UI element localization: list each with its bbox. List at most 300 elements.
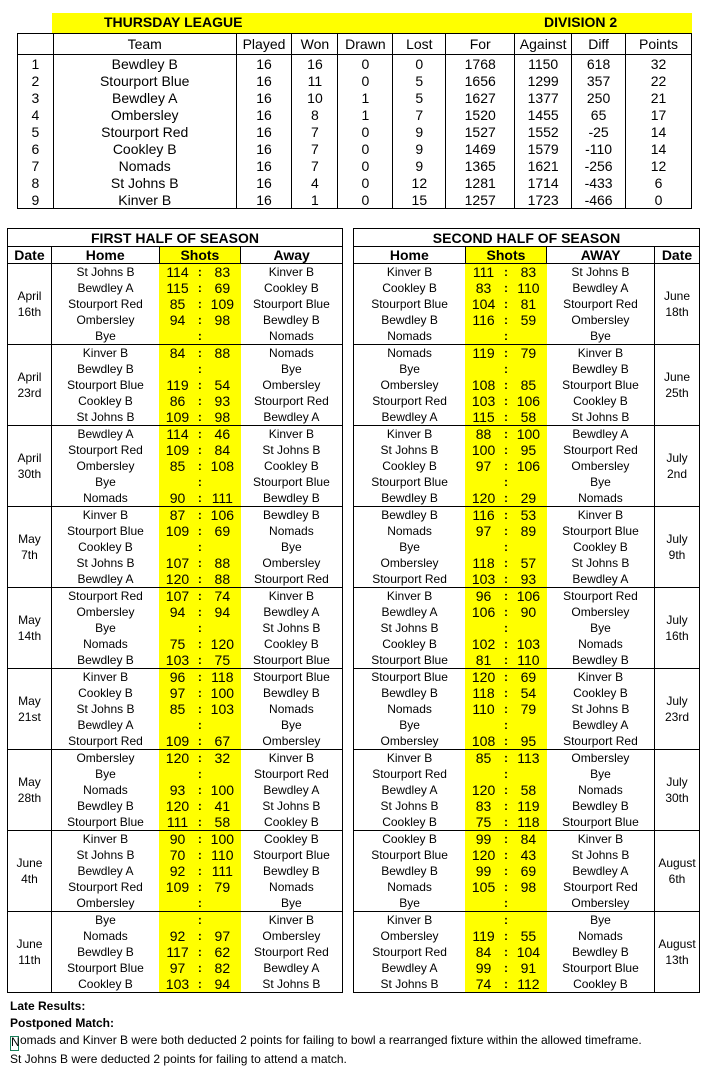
home-shots: 117: [159, 944, 196, 960]
league-cell: 0: [338, 72, 393, 89]
week-date: [8, 669, 52, 750]
away-shots: [510, 766, 547, 782]
away-team: Nomads: [241, 701, 343, 717]
fixture-row: [354, 669, 700, 686]
home-team: Stourport Blue: [51, 814, 159, 831]
away-team: Kinver B: [241, 588, 343, 605]
league-cell: 1299: [515, 72, 572, 89]
away-team: Bye: [547, 328, 655, 345]
fixture-row: [354, 733, 700, 750]
home-team: Bewdley B: [51, 652, 159, 669]
league-cell: 1579: [515, 140, 572, 157]
week-month: April: [17, 289, 42, 303]
score-separator: :: [503, 751, 508, 765]
league-cell: 0: [338, 55, 393, 73]
score-separator: :: [197, 799, 202, 813]
away-shots: 83: [510, 264, 547, 281]
home-shots: 120: [159, 750, 196, 767]
week-day: 28th: [17, 791, 42, 805]
home-shots: 75: [465, 814, 502, 831]
home-shots: [159, 328, 196, 345]
fixture-row: [354, 409, 700, 426]
score-separator: :: [197, 832, 202, 846]
league-cell: 1: [338, 106, 393, 123]
away-team: Bewdley A: [572, 864, 629, 878]
fixture-row: [8, 571, 343, 588]
fixture-row: [8, 717, 343, 733]
league-cell: 1714: [515, 174, 572, 191]
league-cell: 6: [18, 140, 54, 157]
league-cell: 1723: [515, 191, 572, 209]
fixture-row: [354, 588, 700, 605]
away-shots: 84: [204, 442, 241, 458]
home-shots: 116: [465, 312, 502, 328]
home-shots: 97: [159, 960, 196, 976]
score-separator: :: [503, 913, 508, 927]
league-cell: 1377: [515, 89, 572, 106]
league-cell: 0: [338, 123, 393, 140]
week-date: [8, 831, 52, 912]
fixture-row: [354, 976, 700, 993]
home-team: Ombersley: [354, 555, 466, 571]
league-cell: Nomads: [53, 157, 236, 174]
score-separator: :: [197, 508, 202, 522]
home-team: Bewdley B: [354, 312, 466, 328]
fixture-row: [8, 669, 343, 686]
fixture-row: [354, 782, 700, 798]
fixture-row: [8, 847, 343, 863]
home-shots: [159, 620, 196, 636]
home-shots: 114: [159, 426, 196, 443]
league-cell: 3: [18, 89, 54, 106]
fixture-row: [8, 490, 343, 507]
week-date: [8, 426, 52, 507]
home-shots: 103: [159, 652, 196, 669]
score-separator: :: [503, 491, 508, 505]
postponed-label: Postponed Match:: [10, 1016, 114, 1030]
fixture-row: [354, 652, 700, 669]
score-separator: :: [197, 589, 202, 603]
home-shots: 99: [465, 960, 502, 976]
home-shots: 120: [159, 571, 196, 588]
home-team: St Johns B: [51, 409, 159, 426]
away-shots: 85: [510, 377, 547, 393]
away-shots: 112: [510, 976, 547, 993]
note-text: omads and Kinver B were both deducted 2 points for failing to bowl a rearranged fixture within the allowed timeframe.: [20, 1033, 642, 1047]
fixture-row: [354, 960, 700, 976]
home-team: Bewdley A: [354, 604, 466, 620]
first-home-header: Home: [51, 247, 159, 264]
home-team: St Johns B: [354, 798, 466, 814]
league-cell: 9: [393, 123, 446, 140]
league-row: [18, 174, 692, 191]
away-shots: 41: [204, 798, 241, 814]
week-day: 11th: [18, 953, 41, 967]
league-cell: 7: [393, 106, 446, 123]
away-team: Cookley B: [241, 831, 343, 848]
away-team: Ombersley: [241, 555, 343, 571]
fixture-row: [354, 750, 700, 767]
away-team: Cookley B: [241, 458, 343, 474]
home-team: Cookley B: [51, 976, 159, 993]
away-shots: 110: [510, 280, 547, 296]
home-team: Bewdley A: [77, 427, 134, 441]
away-team: Kinver B: [241, 750, 343, 767]
home-team: Stourport Red: [68, 589, 143, 603]
home-team: Stourport Blue: [67, 961, 144, 975]
score-separator: :: [197, 605, 202, 619]
league-cell: 7: [292, 123, 338, 140]
week-month: April: [17, 451, 42, 465]
away-shots: 43: [510, 847, 547, 863]
away-shots: 100: [204, 831, 241, 848]
week-date: [8, 912, 52, 993]
league-title-bar: [52, 13, 692, 33]
week-date: [8, 750, 52, 831]
home-team: Stourport Red: [354, 766, 466, 782]
home-team: Bewdley A: [77, 718, 134, 732]
week-month: June: [16, 937, 43, 951]
score-separator: :: [197, 961, 202, 975]
league-cell: 10: [292, 89, 338, 106]
week-month: July: [666, 451, 688, 465]
away-shots: 57: [510, 555, 547, 571]
away-shots: [510, 895, 547, 912]
week-day: 16th: [17, 305, 42, 319]
home-shots: 118: [465, 685, 502, 701]
cell-cursor[interactable]: [10, 1036, 19, 1051]
week-month: May: [18, 532, 41, 546]
away-team: St Johns B: [571, 702, 630, 716]
home-team: Ombersley: [76, 313, 135, 327]
away-team: Bye: [590, 913, 611, 927]
fixture-row: [354, 717, 700, 733]
home-team: Kinver B: [354, 264, 466, 281]
away-shots: 69: [204, 280, 241, 296]
home-shots: 108: [465, 733, 502, 750]
week-date: [655, 426, 700, 507]
fixture-row: [8, 895, 343, 912]
fixture-row: [354, 393, 700, 409]
home-team: Ombersley: [354, 377, 466, 393]
away-shots: 118: [510, 814, 547, 831]
league-cell: 618: [572, 55, 626, 73]
league-col-header: Against: [515, 34, 572, 55]
league-cell: 7: [292, 157, 338, 174]
fixture-row: [354, 280, 700, 296]
home-shots: 92: [159, 863, 196, 879]
fixture-row: [354, 474, 700, 490]
away-team: Nomads: [547, 490, 655, 507]
away-shots: 118: [204, 669, 241, 686]
away-shots: 88: [204, 555, 241, 571]
league-col-header: Won: [292, 34, 338, 55]
home-team: Bye: [354, 539, 466, 555]
away-shots: 120: [204, 636, 241, 652]
score-separator: :: [503, 475, 508, 489]
away-shots: [204, 328, 241, 345]
fixture-row: [8, 361, 343, 377]
away-team: Ombersley: [571, 459, 630, 473]
home-shots: 114: [159, 264, 196, 281]
home-shots: 83: [465, 280, 502, 296]
home-shots: [159, 539, 196, 555]
week-day: 23rd: [17, 386, 42, 400]
home-shots: 111: [465, 264, 502, 281]
league-col-header: For: [446, 34, 515, 55]
home-shots: 86: [159, 393, 196, 409]
away-team: Bewdley B: [572, 362, 629, 376]
second-home-header: Home: [354, 247, 466, 264]
league-cell: 22: [626, 72, 692, 89]
home-shots: 96: [465, 588, 502, 605]
home-shots: 85: [159, 458, 196, 474]
fixture-row: [354, 766, 700, 782]
away-shots: 88: [204, 571, 241, 588]
away-team: Stourport Red: [241, 571, 343, 588]
away-team: Stourport Red: [563, 589, 638, 603]
fixture-row: [8, 944, 343, 960]
score-separator: :: [503, 556, 508, 570]
league-cell: 17: [626, 106, 692, 123]
home-team: Nomads: [83, 783, 128, 797]
away-shots: [510, 717, 547, 733]
home-shots: 120: [465, 782, 502, 798]
away-team: St Johns B: [241, 976, 343, 993]
home-team: Bye: [95, 475, 116, 489]
fixture-row: [354, 831, 700, 848]
home-shots: 96: [159, 669, 196, 686]
fixture-row: [354, 539, 700, 555]
score-separator: :: [197, 864, 202, 878]
home-team: Stourport Blue: [354, 847, 466, 863]
fixture-row: [354, 523, 700, 539]
home-shots: 85: [465, 750, 502, 767]
away-team: Bewdley B: [572, 799, 629, 813]
league-cell: 11: [292, 72, 338, 89]
fixture-row: [8, 426, 343, 443]
score-separator: :: [503, 977, 508, 991]
away-shots: [204, 766, 241, 782]
home-team: St Johns B: [354, 976, 466, 993]
fixture-row: [354, 636, 700, 652]
week-day: 16th: [665, 629, 689, 643]
fixture-row: [8, 458, 343, 474]
score-separator: :: [503, 508, 508, 522]
away-shots: 94: [204, 976, 241, 993]
home-team: Bye: [95, 913, 116, 927]
home-team: St Johns B: [76, 702, 135, 716]
away-team: Bewdley B: [241, 507, 343, 524]
away-shots: 106: [510, 588, 547, 605]
league-cell: 7: [292, 140, 338, 157]
league-cell: 16: [236, 191, 292, 209]
home-shots: [465, 766, 502, 782]
fixture-row: [354, 863, 700, 879]
home-team: Stourport Red: [354, 571, 466, 588]
home-shots: 94: [159, 604, 196, 620]
away-shots: [510, 474, 547, 490]
fixture-row: [8, 620, 343, 636]
away-shots: [510, 912, 547, 929]
home-team: Kinver B: [82, 832, 129, 846]
home-team: Bewdley A: [77, 281, 134, 295]
home-shots: 88: [465, 426, 502, 443]
away-shots: 98: [204, 312, 241, 328]
home-shots: [159, 717, 196, 733]
away-team: Bewdley B: [241, 685, 343, 701]
league-cell: -25: [572, 123, 626, 140]
home-shots: [465, 328, 502, 345]
home-shots: 120: [159, 798, 196, 814]
home-team: Stourport Red: [354, 393, 466, 409]
away-team: Nomads: [578, 783, 623, 797]
away-shots: 54: [204, 377, 241, 393]
score-separator: :: [503, 702, 508, 716]
fixture-row: [8, 701, 343, 717]
away-shots: 94: [204, 604, 241, 620]
score-separator: :: [503, 896, 508, 910]
home-team: Ombersley: [354, 733, 466, 750]
home-shots: 102: [465, 636, 502, 652]
away-shots: [204, 539, 241, 555]
home-team: Nomads: [354, 328, 466, 345]
home-team: Kinver B: [354, 912, 466, 929]
away-team: Ombersley: [241, 733, 343, 750]
away-shots: 54: [510, 685, 547, 701]
league-cell: 5: [393, 72, 446, 89]
home-shots: 120: [465, 490, 502, 507]
home-team: Stourport Red: [68, 880, 143, 894]
score-separator: :: [197, 977, 202, 991]
fixture-row: [8, 523, 343, 539]
home-team: Bewdley A: [77, 864, 134, 878]
score-separator: :: [503, 329, 508, 343]
away-team: Nomads: [241, 345, 343, 362]
fixture-row: [8, 814, 343, 831]
home-team: Bye: [354, 717, 466, 733]
fixture-row: [354, 426, 700, 443]
league-cell: 16: [236, 72, 292, 89]
home-shots: 105: [465, 879, 502, 895]
score-separator: :: [197, 913, 202, 927]
home-team: Cookley B: [354, 636, 466, 652]
league-cell: 1656: [446, 72, 515, 89]
fixture-row: [354, 328, 700, 345]
league-cell: 12: [393, 174, 446, 191]
score-separator: :: [503, 589, 508, 603]
away-shots: 67: [204, 733, 241, 750]
week-month: May: [18, 694, 41, 708]
fixture-row: [8, 636, 343, 652]
away-team: Bewdley A: [547, 571, 655, 588]
fixture-row: [354, 264, 700, 281]
fixture-row: [8, 652, 343, 669]
home-shots: 119: [465, 928, 502, 944]
score-separator: :: [503, 799, 508, 813]
score-separator: :: [197, 718, 202, 732]
fixture-row: [8, 685, 343, 701]
away-shots: 110: [204, 847, 241, 863]
week-day: 25th: [665, 386, 689, 400]
home-shots: [159, 912, 196, 929]
score-separator: :: [503, 686, 508, 700]
home-shots: 107: [159, 588, 196, 605]
away-shots: 58: [204, 814, 241, 831]
league-cell: 1257: [446, 191, 515, 209]
league-cell: 12: [626, 157, 692, 174]
league-cell: St Johns B: [53, 174, 236, 191]
home-shots: 109: [159, 733, 196, 750]
away-team: Bewdley B: [572, 945, 629, 959]
away-shots: [510, 361, 547, 377]
home-shots: 103: [465, 393, 502, 409]
home-team: Bye: [95, 767, 116, 781]
away-team: Stourport Red: [547, 733, 655, 750]
league-col-header: Team: [53, 34, 236, 55]
home-shots: [465, 361, 502, 377]
fixture-row: [354, 814, 700, 831]
league-cell: 1520: [446, 106, 515, 123]
fixture-row: [8, 377, 343, 393]
score-separator: :: [503, 459, 508, 473]
score-separator: :: [197, 443, 202, 457]
home-team: Nomads: [51, 490, 159, 507]
away-team: Kinver B: [577, 832, 624, 846]
league-cell: 1: [292, 191, 338, 209]
fixture-row: [8, 588, 343, 605]
home-team: Stourport Blue: [354, 474, 466, 490]
home-team: Cookley B: [354, 831, 466, 848]
score-separator: :: [503, 670, 508, 684]
league-cell: Stourport Red: [53, 123, 236, 140]
away-shots: 110: [510, 652, 547, 669]
score-separator: :: [503, 540, 508, 554]
second-half-title: SECOND HALF OF SEASON: [354, 229, 700, 247]
away-team: Ombersley: [241, 928, 343, 944]
home-team: Kinver B: [354, 426, 466, 443]
week-month: June: [663, 289, 691, 303]
away-shots: 90: [510, 604, 547, 620]
away-shots: 113: [510, 750, 547, 767]
fixture-row: [354, 571, 700, 588]
home-shots: 109: [159, 879, 196, 895]
away-team: Stourport Blue: [562, 524, 639, 538]
fixture-row: [354, 895, 700, 912]
league-cell: 1552: [515, 123, 572, 140]
week-month: May: [18, 775, 41, 789]
home-shots: [465, 539, 502, 555]
away-shots: 93: [510, 571, 547, 588]
away-team: St Johns B: [571, 848, 630, 862]
away-team: Nomads: [241, 328, 343, 345]
league-cell: 1527: [446, 123, 515, 140]
league-header-row: [18, 34, 692, 55]
league-row: [18, 140, 692, 157]
home-team: Stourport Blue: [354, 296, 466, 312]
score-separator: :: [503, 815, 508, 829]
away-team: Ombersley: [571, 313, 630, 327]
score-separator: :: [197, 751, 202, 765]
away-shots: 109: [204, 296, 241, 312]
home-shots: 106: [465, 604, 502, 620]
away-team: Bye: [241, 895, 343, 912]
league-cell: 0: [338, 191, 393, 209]
home-team: Stourport Blue: [354, 652, 466, 669]
home-team: Nomads: [83, 637, 128, 651]
fixture-row: [354, 296, 700, 312]
fixture-row: [8, 782, 343, 798]
